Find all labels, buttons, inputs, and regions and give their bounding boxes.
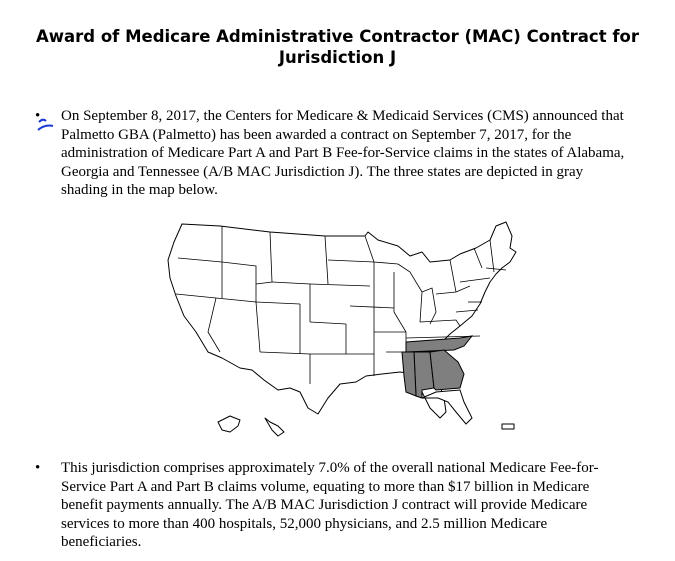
- text-line: beneficiaries.: [61, 534, 142, 551]
- text-line: shading in the map below.: [61, 182, 218, 199]
- text-line: Palmetto GBA (Palmetto) has been awarded a contract on September 7, 2017, for the: [61, 126, 572, 143]
- text-line: Service Part A and Part B claims volume, equating to more than $17 billion in Medicare: [61, 478, 590, 495]
- puerto-rico: [502, 424, 514, 429]
- state-mississippi-outline: [402, 352, 416, 396]
- hawaii: [265, 418, 284, 436]
- title-line-2: Jurisdiction J: [278, 48, 397, 67]
- bullet-paragraph-jurisdiction: [35, 459, 671, 552]
- pen-mark: [37, 116, 59, 134]
- us-states-map: [160, 212, 530, 444]
- bullet-dot: •: [35, 108, 41, 124]
- state-georgia: [430, 350, 464, 390]
- bullet-dot: •: [35, 460, 41, 476]
- text-line: This jurisdiction comprises approximately 7.0% of the overall national Medicare Fee-for-: [61, 460, 599, 476]
- bullet-paragraph-award: [35, 107, 671, 200]
- alaska: [218, 416, 240, 432]
- text-line: On September 8, 2017, the Centers for Medicare & Medicaid Services (CMS) announced that: [61, 108, 624, 124]
- title-line-1: Award of Medicare Administrative Contractor (MAC) Contract for: [36, 27, 639, 46]
- us-outline: [168, 222, 516, 418]
- page-title: [0, 26, 675, 68]
- text-line: services to more than 400 hospitals, 52,000 physicians, and 2.5 million Medicare: [61, 515, 548, 532]
- text-line: administration of Medicare Part A and Part B Fee-for-Service claims in the states of Alabama,: [61, 145, 625, 162]
- jurisdiction-j-states: [402, 336, 472, 398]
- text-line: benefit payments annually. The A/B MAC Jurisdiction J contract will provide Medicare: [61, 497, 588, 514]
- text-line: Georgia and Tennessee (A/B MAC Jurisdiction J). The three states are depicted in gray: [61, 163, 584, 180]
